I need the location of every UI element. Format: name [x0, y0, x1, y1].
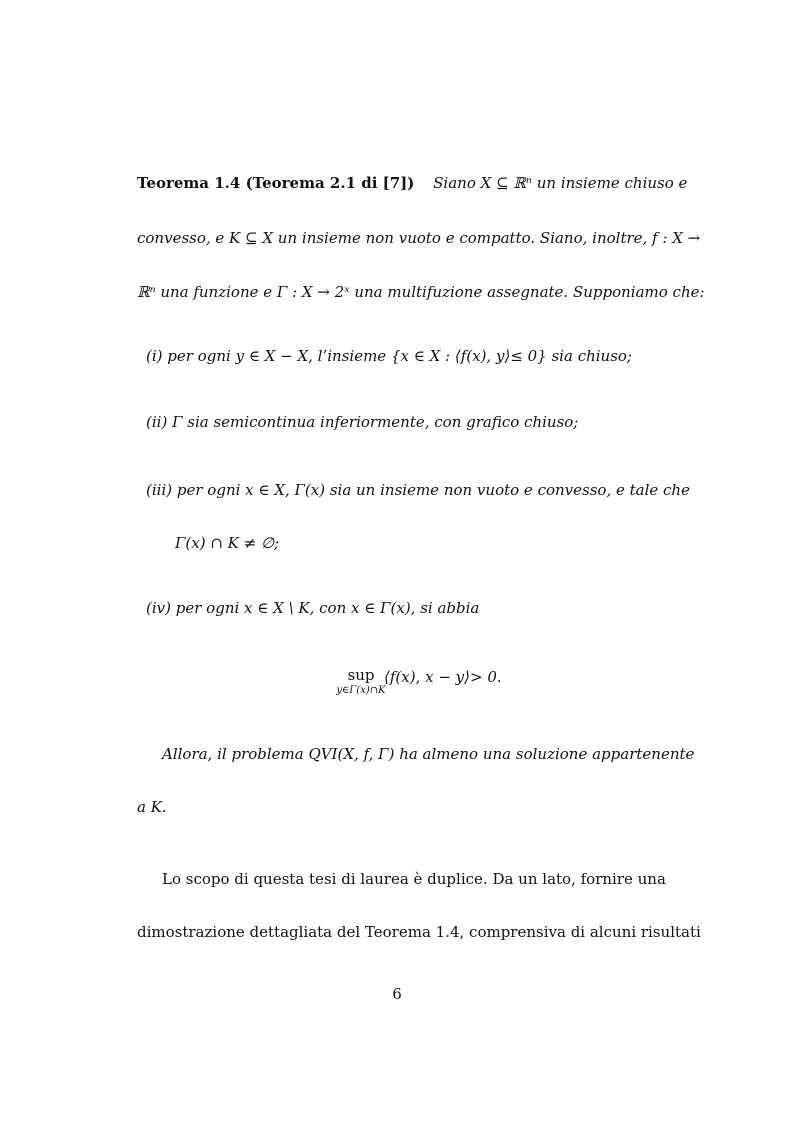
condition-iv-text: per ogni x ∈ X \ K, con x ∈ Γ(x), si abbia — [175, 599, 480, 617]
sup-operator-block — [330, 665, 392, 697]
condition-ii — [146, 412, 578, 432]
condition-i — [146, 346, 632, 366]
theorem-line-2: convesso, e K ⊆ X un insieme non vuoto e compatto. Siano, inoltre, f : X → — [137, 229, 701, 247]
condition-iv-label: (iv) — [146, 599, 171, 617]
condition-iii — [146, 480, 690, 500]
theorem-line-1 — [137, 173, 687, 193]
sup-subscript: y∈Γ(x)∩K — [336, 685, 386, 696]
page-number: 6 — [392, 985, 402, 1003]
conclusion-line-1: Allora, il problema QVI(X, f, Γ) ha almeno una soluzione appartenente — [162, 745, 695, 763]
conclusion-line-2: a K. — [137, 798, 167, 816]
condition-ii-text: Γ sia semicontinua inferiormente, con grafico chiuso; — [172, 413, 579, 431]
condition-iv — [146, 598, 479, 618]
theorem-line-3: ℝⁿ una funzione e Γ : X → 2ˣ una multifuzione assegnate. Supponiamo che: — [137, 283, 705, 301]
condition-i-text: per ogni y ∈ X − X, l’insieme {x ∈ X : ⟨f(x), y⟩≤ 0} sia chiuso; — [167, 347, 632, 365]
condition-iii-label: (iii) — [146, 481, 173, 499]
theorem-text-1: Siano X ⊆ ℝⁿ un insieme chiuso e — [433, 174, 688, 192]
condition-ii-label: (ii) — [146, 413, 168, 431]
condition-iii-text: per ogni x ∈ X, Γ(x) sia un insieme non vuoto e convesso, e tale che — [176, 481, 690, 499]
formula-expression: ⟨f(x), x − y⟩> 0. — [384, 668, 502, 686]
theorem-heading: Teorema 1.4 (Teorema 2.1 di [7]) — [137, 174, 415, 192]
paragraph-line-1: Lo scopo di questa tesi di laurea è duplice. Da un lato, fornire una — [162, 870, 666, 888]
condition-i-label: (i) — [146, 347, 163, 365]
sup-operator: sup — [347, 666, 375, 684]
paragraph-line-2: dimostrazione dettagliata del Teorema 1.4, comprensiva di alcuni risultati — [137, 923, 701, 941]
condition-iii-continuation: Γ(x) ∩ K ≠ ∅; — [175, 534, 280, 552]
